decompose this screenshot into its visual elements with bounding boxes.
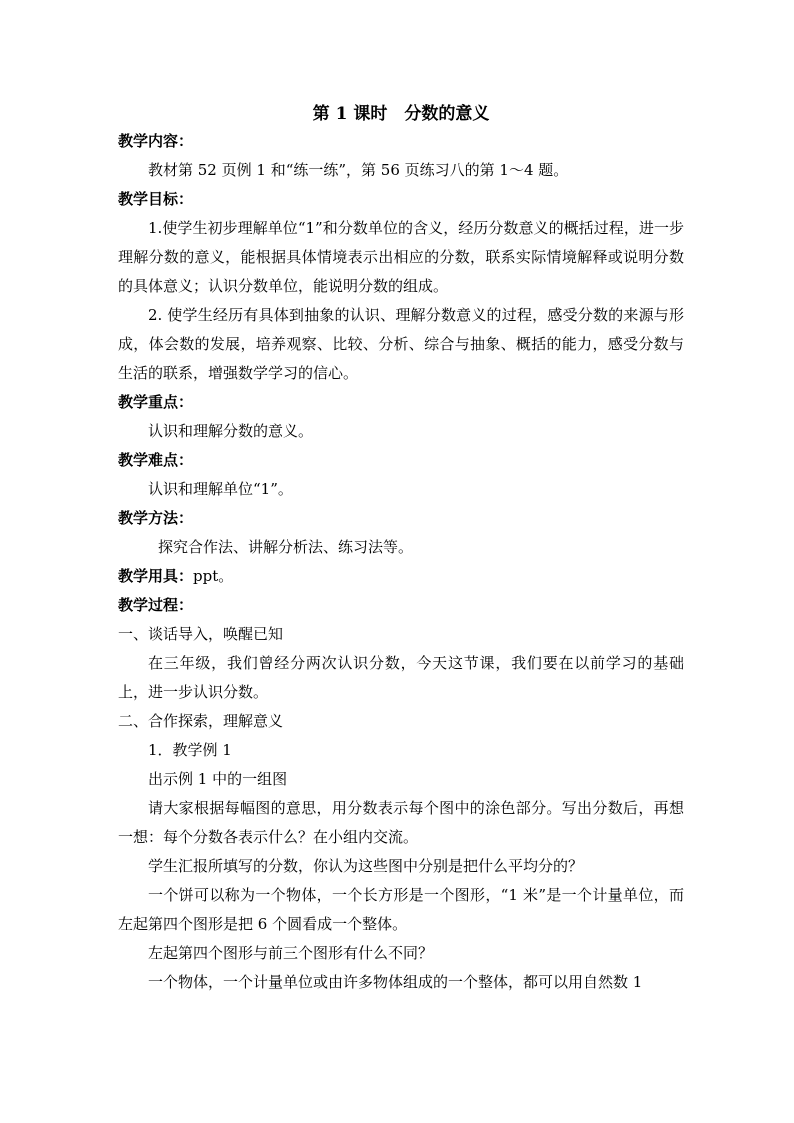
text-paragraph-2: 学生汇报所填写的分数，你认为这些图中分别是把什么平均分的？ (148, 857, 584, 875)
heading-key-point: 教学重点： (118, 393, 194, 411)
text-tools: ppt。 (193, 567, 234, 585)
text-paragraph-5: 一个物体，一个计量单位或由许多物体组成的一个整体，都可以用自然数 1 (148, 973, 643, 991)
text-difficulty: 认识和理解单位“1”。 (148, 480, 293, 498)
text-goal-1: 1.使学生初步理解单位“1”和分数单位的含义，经历分数意义的概括过程，进一步理解分数的意义，能根据具体情境表示出相应的分数，联系实际情境解释或说明分数的具体意义；认识分数单位，能说明分数的组成。 (118, 219, 684, 295)
page-title: 第 1 课时 分数的意义 (312, 104, 490, 124)
text-key-point: 认识和理解分数的意义。 (148, 422, 314, 440)
text-goal-2: 2. 使学生经历有具体到抽象的认识、理解分数意义的过程，感受分数的来源与形成，体会数的发展，培养观察、比较、分析、综合与抽象、概括的能力，感受分数与生活的联系，增强数学学习的信心。 (118, 306, 684, 382)
text-content: 教材第 52 页例 1 和“练一练”，第 56 页练习八的第 1～4 题。 (148, 161, 569, 179)
heading-method: 教学方法： (118, 509, 194, 527)
step-1-text: 在三年级，我们曾经分两次认识分数，今天这节课，我们要在以前学习的基础上，进一步认识分数。 (118, 654, 684, 701)
text-paragraph-3: 一个饼可以称为一个物体，一个长方形是一个图形，“1 米”是一个计量单位，而左起第四个图形是把 6 个圆看成一个整体。 (118, 886, 684, 933)
heading-difficulty: 教学难点： (118, 451, 194, 469)
example-1-heading: 1．教学例 1 (148, 741, 232, 759)
step-1-heading: 一、谈话导入，唤醒已知 (118, 625, 284, 643)
step-2-heading: 二、合作探索，理解意义 (118, 712, 284, 730)
text-paragraph-4: 左起第四个图形与前三个图形有什么不同？ (148, 944, 434, 962)
tools-line (118, 562, 684, 591)
document-body (118, 101, 684, 997)
example-1-show: 出示例 1 中的一组图 (148, 770, 288, 788)
text-method: 探究合作法、讲解分析法、练习法等。 (158, 538, 414, 556)
text-paragraph-1: 请大家根据每幅图的意思，用分数表示每个图中的涂色部分。写出分数后，再想一想：每个分数各表示什么？在小组内交流。 (118, 799, 684, 846)
heading-goals: 教学目标： (118, 190, 194, 208)
heading-content: 教学内容： (118, 132, 194, 150)
heading-tools: 教学用具： (118, 567, 194, 585)
heading-process: 教学过程： (118, 596, 194, 614)
